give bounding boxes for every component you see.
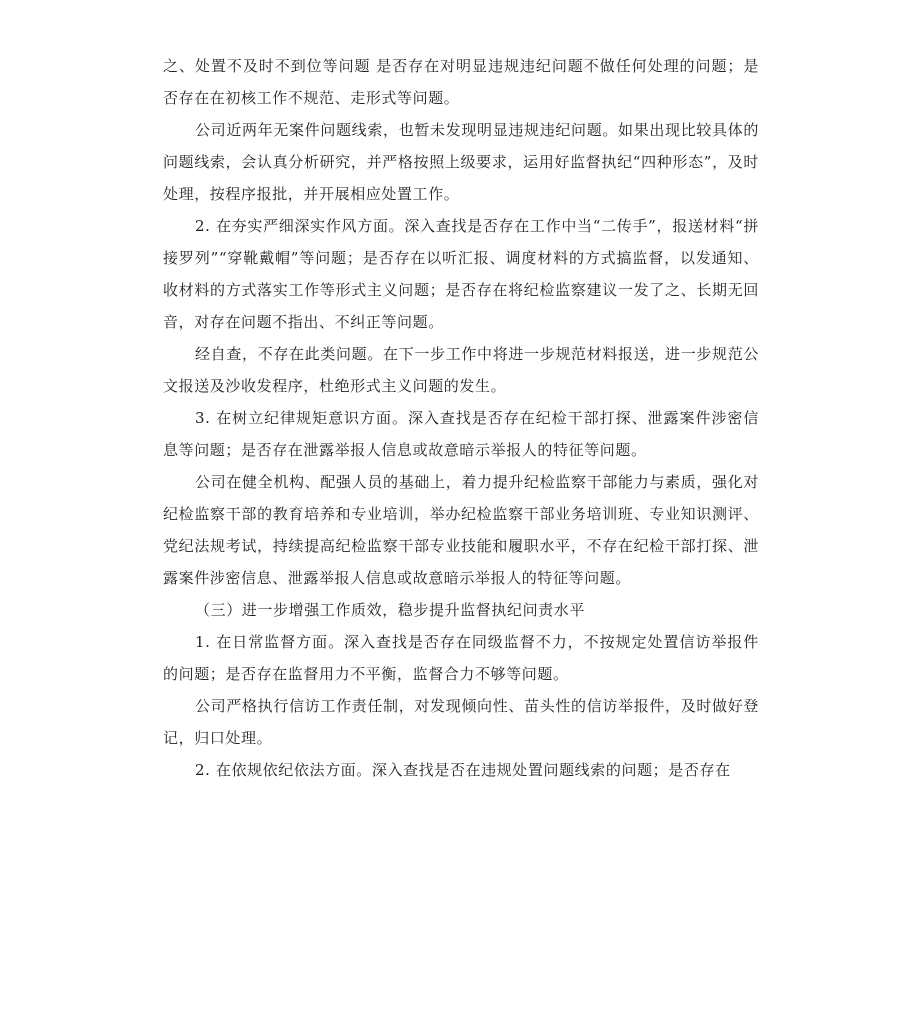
- paragraph-9: 2. 在依规依纪依法方面。深入查找是否在违规处置问题线索的问题；是否存在: [195, 761, 731, 779]
- paragraph-2: 2. 在夯实严细深实作风方面。深入查找是否存在工作中当“二传手”，报送材料“拼接罗列”“穿靴戴帽”等问题；是否存在以听汇报、调度材料的方式搞监督，以发通知、收材料的方式落实工作等形式主义问题；是否存在将纪检监察建议一发了之、长期无回音，对存在问题不指出、不纠正等问题。: [163, 217, 759, 331]
- document-page: [163, 50, 759, 786]
- paragraph-0: 之、处置不及时不到位等问题 是否存在对明显违规违纪问题不做任何处理的问题；是否存在在初核工作不规范、走形式等问题。: [163, 57, 759, 107]
- section-heading: （三）进一步增强工作质效，稳步提升监督执纪问责水平: [195, 601, 586, 619]
- paragraph-1: 公司近两年无案件问题线索，也暂未发现明显违规违纪问题。如果出现比较具体的问题线索，会认真分析研究，并严格按照上级要求，运用好监督执纪“四种形态”，及时处理，按程序报批，并开展相应处置工作。: [163, 121, 759, 203]
- paragraph-4: 3. 在树立纪律规矩意识方面。深入查找是否存在纪检干部打探、泄露案件涉密信息等问题；是否存在泄露举报人信息或故意暗示举报人的特征等问题。: [163, 409, 759, 459]
- paragraph-3: 经自查，不存在此类问题。在下一步工作中将进一步规范材料报送，进一步规范公文报送及沙收发程序，杜绝形式主义问题的发生。: [163, 345, 759, 395]
- paragraph-8: 公司严格执行信访工作责任制，对发现倾向性、苗头性的信访举报件，及时做好登记，归口处理。: [163, 697, 759, 747]
- paragraph-5: 公司在健全机构、配强人员的基础上，着力提升纪检监察干部能力与素质，强化对纪检监察干部的教育培养和专业培训，举办纪检监察干部业务培训班、专业知识测评、党纪法规考试，持续提高纪检监察干部专业技能和履职水平，不存在纪检干部打探、泄露案件涉密信息、泄露举报人信息或故意暗示举报人的特征等问题。: [163, 473, 759, 587]
- paragraph-7: 1. 在日常监督方面。深入查找是否存在同级监督不力，不按规定处置信访举报件的问题；是否存在监督用力不平衡，监督合力不够等问题。: [163, 633, 759, 683]
